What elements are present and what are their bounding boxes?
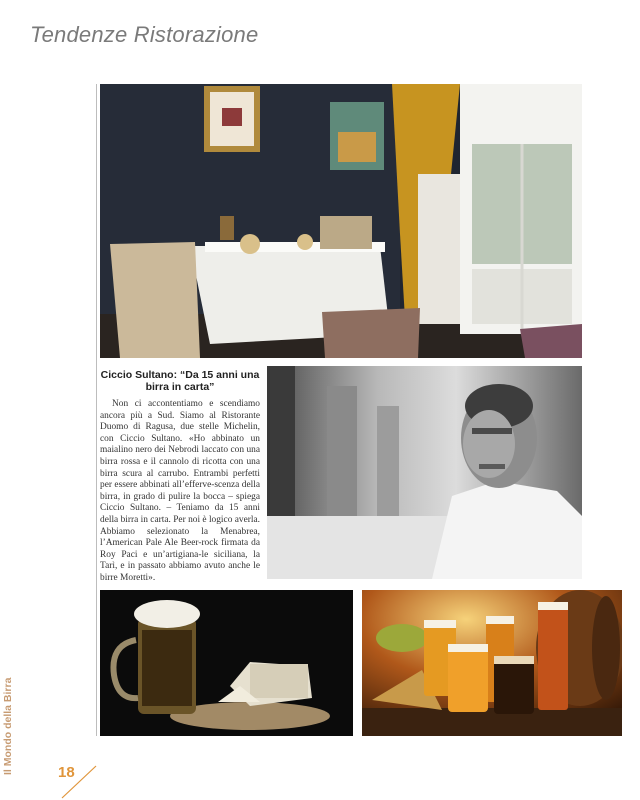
- page-slash-decoration: [58, 762, 98, 800]
- section-title: Tendenze Ristorazione: [30, 22, 259, 47]
- article-headline: Ciccio Sultano: “Da 15 anni una birra in carta”: [100, 369, 260, 393]
- restaurant-interior-photo: [100, 84, 582, 358]
- column-divider: [96, 84, 97, 736]
- magazine-name: Il Mondo della Birra: [2, 677, 14, 775]
- article-body: Non ci accontentiamo e scendiamo ancora più a Sud. Siamo al Ristorante Duomo di Ragusa, due stelle Michelin, con Ciccio Sultano. «Ho abbinato un maialino nero dei Nebrodi laccato con una birra rossa e il cannolo di ricotta con una birra scura al carrubo. Entrambi perfetti per essere abbinati all’efferve-scenza della birra, in grado di pulire la bocca – spiega Ciccio Sultano. – Teniamo da 15 anni della birra in carta. Per noi è logico averla. Abbiamo selezionato la Menabrea, l’American Pale Ale Beer-rock firmata da Roy Paci e un’artigiana-le siciliana, la Tarì, e in passato abbiamo avuto anche le birre Moretti».: [100, 399, 260, 583]
- article-column: [100, 369, 260, 585]
- beer-mug-cheese-photo: [100, 590, 353, 736]
- beer-glasses-barrel-photo: [362, 590, 622, 736]
- page-number: 18: [58, 764, 75, 781]
- chef-portrait-photo: [267, 366, 582, 579]
